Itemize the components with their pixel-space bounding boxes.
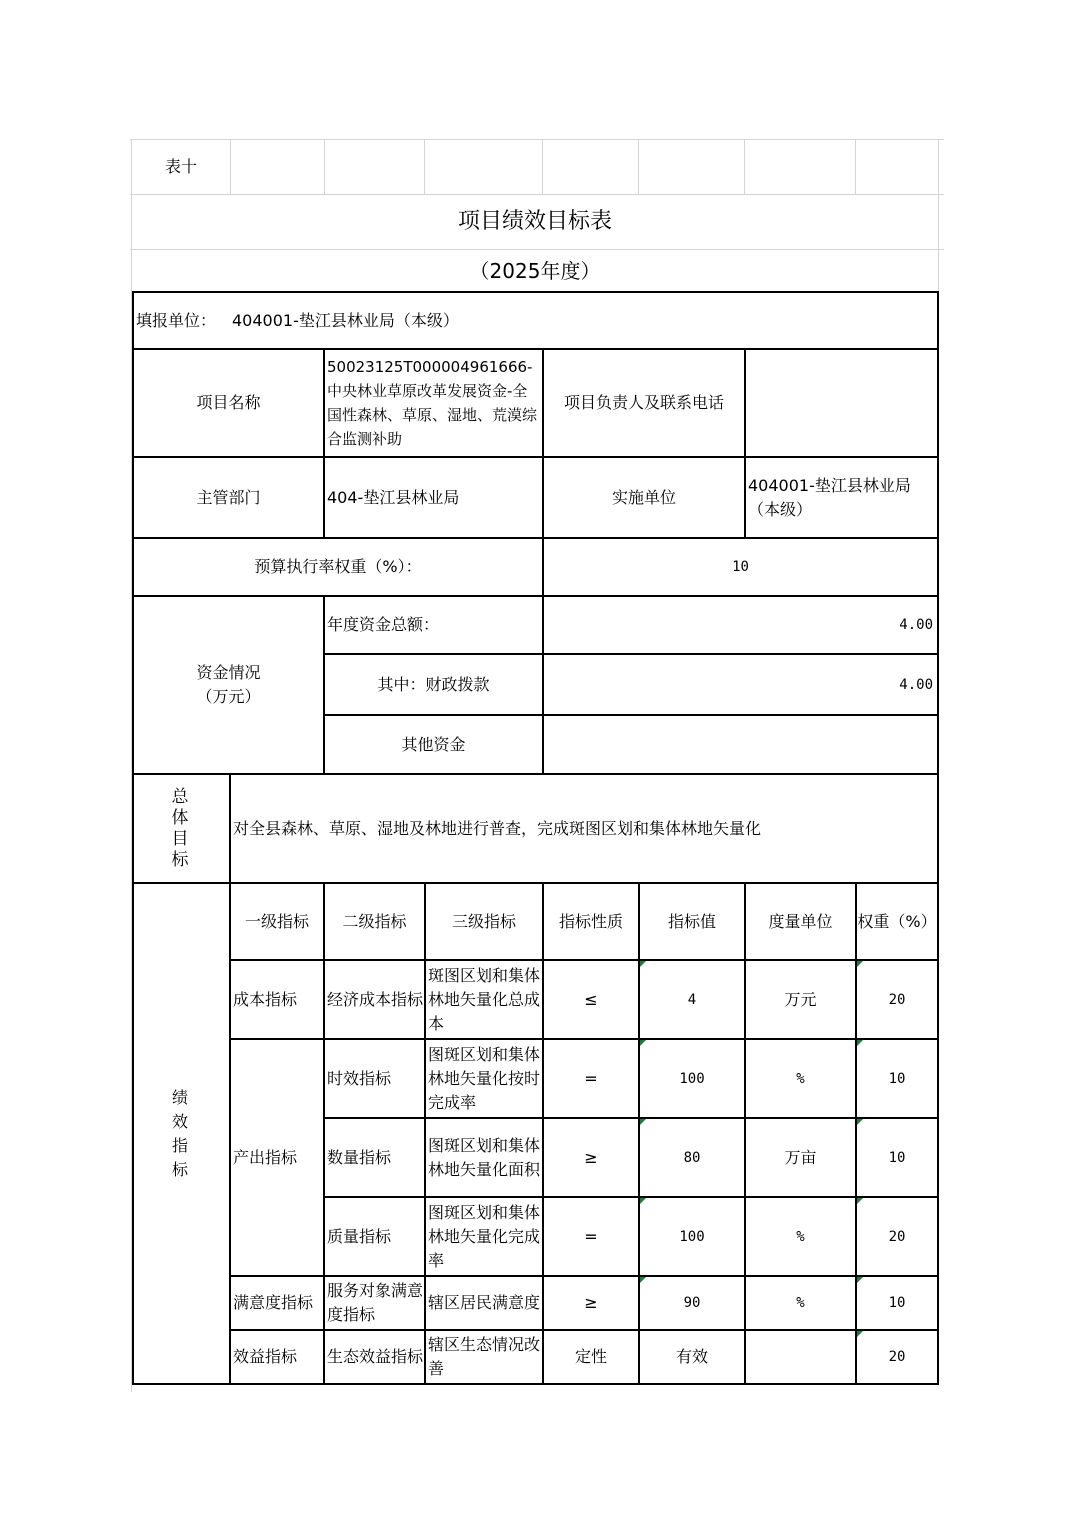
level2-cell: 生态效益指标 — [327, 1347, 424, 1366]
total-funds-value: 4.00 — [899, 617, 933, 633]
unit-cell: % — [796, 1295, 805, 1311]
project-name-label: 项目名称 — [196, 393, 261, 412]
unit-cell: 万亩 — [784, 1147, 817, 1167]
cell-marker-icon — [640, 1040, 646, 1046]
other-funds-value — [544, 716, 937, 773]
header-weight: 权重（%） — [857, 911, 937, 931]
overall-goal-value: 对全县森林、草原、湿地及林地进行普查，完成斑图区划和集体林地矢量化 — [233, 818, 762, 838]
level3-cell: 辖区居民满意度 — [428, 1293, 541, 1312]
sheet-label: 表十 — [164, 157, 197, 176]
value-cell: 90 — [683, 1295, 701, 1311]
weight-cell: 10 — [888, 1295, 906, 1311]
total-funds-label: 年度资金总额： — [327, 615, 440, 634]
level2-cell: 时效指标 — [327, 1068, 392, 1088]
nature-cell: ≤ — [584, 989, 598, 1009]
filler-value: 404001-垫江县林业局（本级） — [232, 310, 459, 330]
weight-cell: 20 — [888, 1349, 906, 1365]
level3-cell: 图斑区划和集体林地矢量化面积 — [428, 1135, 541, 1179]
level2-cell: 经济成本指标 — [327, 989, 424, 1009]
nature-cell: ≥ — [584, 1293, 598, 1312]
value-cell: 4 — [687, 991, 697, 1008]
unit-cell: 万元 — [784, 989, 817, 1009]
performance-indicators-label: 绩 效 指 标 — [171, 1088, 188, 1179]
nature-cell: ≥ — [584, 1147, 598, 1167]
level1-output: 产出指标 — [233, 1147, 298, 1167]
weight-cell: 20 — [888, 991, 906, 1008]
other-funds-label: 其他资金 — [401, 734, 466, 754]
department-label: 主管部门 — [196, 487, 261, 507]
cell-marker-icon — [857, 1040, 863, 1046]
border — [132, 1383, 939, 1385]
year-subtitle: （2025年度） — [469, 258, 601, 283]
nature-cell: = — [584, 1068, 598, 1088]
page-title: 项目绩效目标表 — [457, 209, 612, 234]
cell-marker-icon — [640, 1277, 646, 1283]
nature-cell: 定性 — [574, 1347, 607, 1366]
level3-cell: 辖区生态情况改善 — [428, 1335, 541, 1378]
funds-label: 资金情况 （万元） — [196, 663, 261, 706]
level2-cell: 服务对象满意度指标 — [327, 1281, 424, 1324]
implementing-unit-value: 404001-垫江县林业局（本级） — [748, 475, 911, 519]
weight-cell: 10 — [888, 1149, 906, 1166]
grid-line — [130, 139, 944, 140]
value-cell: 有效 — [675, 1347, 708, 1366]
nature-cell: = — [584, 1226, 598, 1246]
cell-marker-icon — [857, 1119, 863, 1125]
border — [937, 291, 939, 1385]
unit-cell: % — [796, 1228, 805, 1245]
header-unit: 度量单位 — [768, 911, 833, 931]
fiscal-funds-value: 4.00 — [899, 676, 933, 693]
filler-label: 填报单位： — [136, 310, 217, 330]
project-name-value: 50023125T000004961666-中央林业草原改革发展资金-全国性森林、草原、湿地、荒漠综合监测补助 — [327, 358, 538, 448]
cell-marker-icon — [857, 1198, 863, 1204]
unit-cell — [746, 1331, 855, 1383]
level2-cell: 数量指标 — [327, 1147, 392, 1167]
weight-cell: 20 — [888, 1228, 906, 1245]
level3-cell: 斑图区划和集体林地矢量化总成本 — [428, 965, 541, 1033]
level3-cell: 图斑区划和集体林地矢量化按时完成率 — [428, 1044, 541, 1112]
cell-marker-icon — [640, 961, 646, 967]
level1-satisfaction: 满意度指标 — [233, 1293, 314, 1312]
value-cell: 100 — [679, 1228, 705, 1245]
level2-cell: 质量指标 — [327, 1226, 392, 1246]
cell-marker-icon — [640, 1198, 646, 1204]
overall-goal-label: 总 体 目 标 — [171, 786, 189, 870]
cell-marker-icon — [857, 961, 863, 967]
level1-benefit: 效益指标 — [233, 1347, 298, 1366]
unit-cell: % — [796, 1070, 805, 1087]
grid-line — [938, 139, 939, 292]
header-nature: 指标性质 — [558, 911, 623, 931]
budget-weight-label: 预算执行率权重（%）： — [254, 557, 422, 576]
header-level1: 一级指标 — [244, 911, 309, 931]
value-cell: 80 — [683, 1149, 701, 1166]
cell-marker-icon — [857, 1331, 863, 1337]
grid-line — [324, 139, 325, 194]
project-manager-value — [746, 350, 937, 456]
level3-cell: 图斑区划和集体林地矢量化完成率 — [428, 1202, 541, 1270]
weight-cell: 10 — [888, 1070, 906, 1087]
grid-line — [230, 139, 231, 194]
grid-line — [744, 139, 745, 194]
project-manager-label: 项目负责人及联系电话 — [563, 393, 724, 412]
grid-line — [424, 139, 425, 194]
fiscal-funds-label: 其中：财政拨款 — [377, 674, 490, 694]
value-cell: 100 — [679, 1070, 705, 1087]
header-level2: 二级指标 — [342, 911, 407, 931]
header-value: 指标值 — [667, 911, 716, 931]
level1-cost: 成本指标 — [233, 989, 298, 1009]
grid-line — [638, 139, 639, 194]
implementing-unit-label: 实施单位 — [611, 487, 676, 507]
header-level3: 三级指标 — [451, 911, 516, 931]
grid-line — [542, 139, 543, 194]
cell-marker-icon — [857, 1277, 863, 1283]
department-value: 404-垫江县林业局 — [327, 487, 460, 507]
grid-line — [855, 139, 856, 194]
cell-marker-icon — [640, 1119, 646, 1125]
budget-weight-value: 10 — [732, 559, 749, 575]
